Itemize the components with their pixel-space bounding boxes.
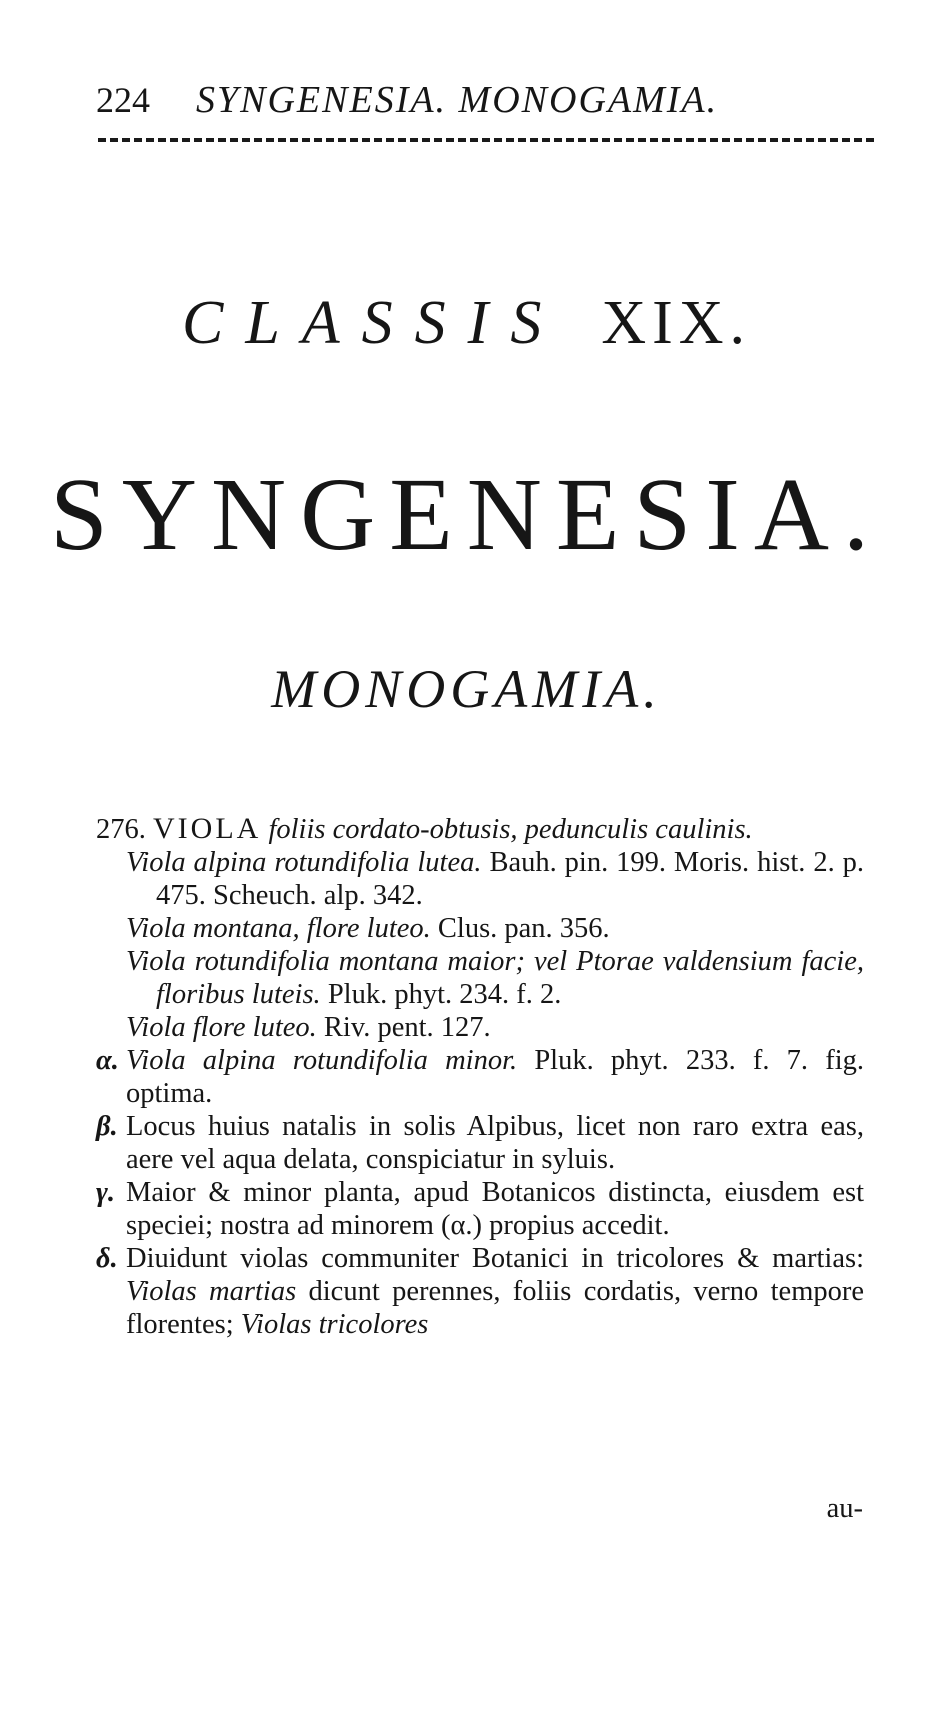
synonym-ref: Pluk. phyt. 234. f. 2. [327, 979, 562, 1010]
note-delta [96, 1242, 864, 1341]
synonym-ref: Riv. pent. 127. [323, 1012, 491, 1043]
note-text: dicunt perennes, foliis cordatis, verno tempore florentes; [126, 1276, 865, 1340]
note-italic: Violas tricolores [240, 1309, 429, 1340]
synonym-item [96, 846, 864, 912]
classis-word: CLASSIS [181, 289, 564, 357]
synonym-name: Viola montana, flore luteo. [126, 913, 431, 944]
note-mark: δ. [96, 1243, 118, 1274]
note-gamma [96, 1176, 864, 1242]
note-mark: γ. [96, 1177, 115, 1208]
synonym-name: Viola flore luteo. [126, 1012, 317, 1043]
running-head [96, 78, 876, 128]
entry-number: 276. [96, 814, 146, 845]
class-name: SYNGENESIA. [50, 457, 883, 572]
synonym-ref: Clus. pan. 356. [437, 913, 610, 944]
note-beta [96, 1110, 864, 1176]
page-number: 224 [96, 80, 150, 120]
species-entries [96, 812, 864, 1341]
note-alpha [96, 1044, 864, 1110]
note-mark: β. [96, 1111, 118, 1142]
note-text: Pluk. phyt. 233. f. 7. fig. optima. [126, 1045, 864, 1109]
running-title: SYNGENESIA. MONOGAMIA. [196, 79, 719, 121]
note-name: Viola alpina rotundifolia minor. [126, 1045, 518, 1076]
synonym-ref: Bauh. pin. 199. Moris. hist. 2. p. 475. Scheuch. alp. 342. [156, 847, 864, 911]
catchword: au- [826, 1493, 863, 1524]
synonym-name: Viola rotundifolia montana maior; vel Ptorae valdensium facie, floribus luteis. [126, 946, 864, 1010]
diagnosis-text: foliis cordato-obtusis, pedunculis caulinis. [268, 814, 753, 845]
species-diagnosis [96, 812, 864, 846]
note-text: Maior & minor planta, apud Botanicos distincta, eiusdem est speciei; nostra ad minorem (α.) propius accedit. [126, 1177, 864, 1241]
note-text: Locus huius natalis in solis Alpibus, licet non raro extra eas, aere vel aqua delata, conspiciatur in syluis. [126, 1111, 864, 1175]
note-italic: Violas martias [126, 1276, 297, 1307]
synonym-item [96, 1011, 864, 1044]
note-mark: α. [96, 1045, 119, 1076]
classis-number: XIX. [601, 289, 752, 357]
synonym-item [96, 945, 864, 1011]
species-entry [96, 812, 864, 1341]
synonym-item [96, 912, 864, 945]
header-rule [98, 138, 874, 142]
synonym-name: Viola alpina rotundifolia lutea. [126, 847, 482, 878]
note-text: Diuidunt violas communiter Botanici in tricolores & martias: [126, 1243, 864, 1274]
class-heading [0, 288, 933, 359]
order-name: MONOGAMIA. [271, 659, 662, 719]
genus-name: VIOLA [153, 812, 262, 845]
